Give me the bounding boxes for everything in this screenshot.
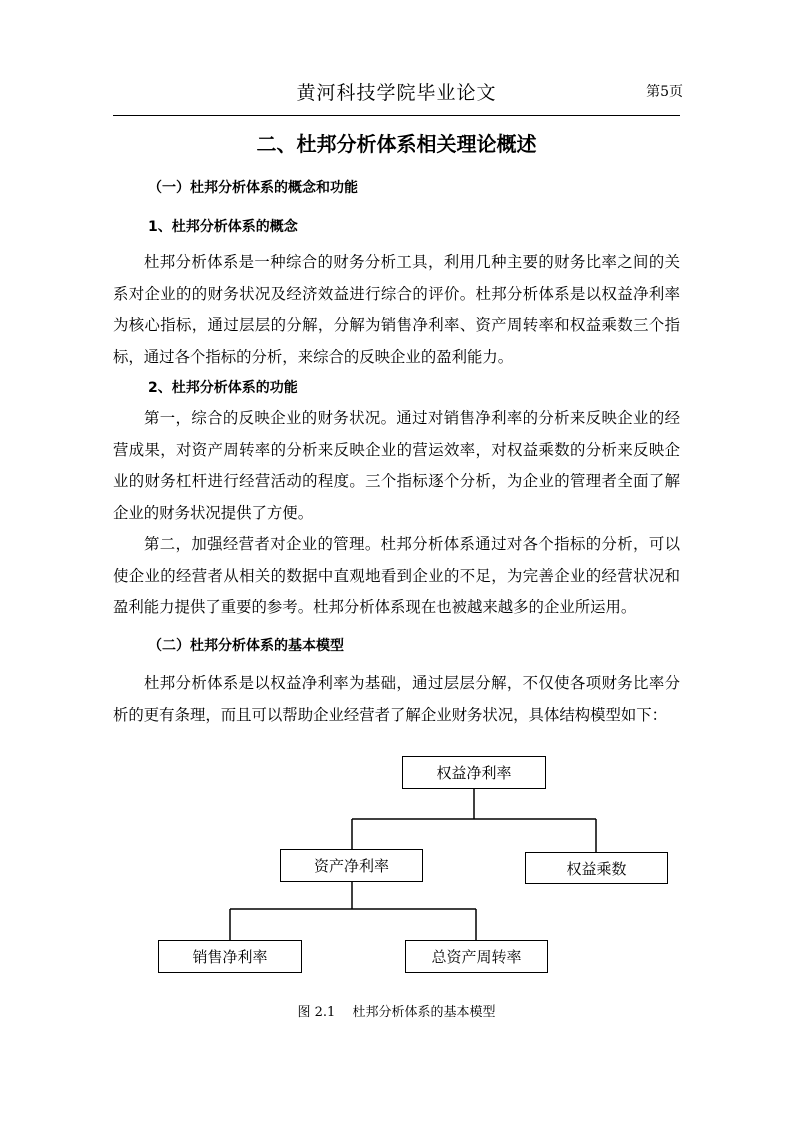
node-total-asset-turnover: 总资产周转率 [405,940,548,973]
chapter-title: 二、杜邦分析体系相关理论概述 [256,132,537,156]
document-header-title: 黄河科技学院毕业论文 [296,82,497,104]
node-return-on-assets: 资产净利率 [280,849,423,882]
header-divider [113,115,680,116]
subsection-heading-function: 2、杜邦分析体系的功能 [148,380,298,396]
section-heading-concept-function: （一）杜邦分析体系的概念和功能 [148,180,358,196]
paragraph-concept: 杜邦分析体系是一种综合的财务分析工具，利用几种主要的财务比率之间的关系对企业的的财务状况及经济效益进行综合的评价。杜邦分析体系是以权益净利率为核心指标，通过层层的分解，分解为销售净利率、资产周转率和权益乘数三个指标，通过各个指标的分析，来综合的反映企业的盈利能力。 [113,253,680,366]
subsection-heading-concept: 1、杜邦分析体系的概念 [148,219,298,235]
paragraph-function-first: 第一，综合的反映企业的财务状况。通过对销售净利率的分析来反映企业的经营成果，对资产周转率的分析来反映企业的营运效率，对权益乘数的分析来反映企业的财务杠杆进行经营活动的程度。三个指标逐个分析，为企业的管理者全面了解企业的财务状况提供了方便。 [113,409,680,522]
paragraph-basic-model: 杜邦分析体系是以权益净利率为基础，通过层层分解，不仅使各项财务比率分析的更有条理，而且可以帮助企业经营者了解企业财务状况，具体结构模型如下： [113,674,680,724]
paragraph-function-second: 第二，加强经营者对企业的管理。杜邦分析体系通过对各个指标的分析，可以使企业的经营者从相关的数据中直观地看到企业的不足，为完善企业的经营状况和盈利能力提供了重要的参考。杜邦分析体系现在也被越来越多的企业所运用。 [113,535,680,616]
node-equity-multiplier: 权益乘数 [525,852,668,884]
node-net-profit-margin: 销售净利率 [158,940,302,973]
node-return-on-equity: 权益净利率 [402,756,546,789]
section-heading-basic-model: （二）杜邦分析体系的基本模型 [148,638,344,654]
figure-caption: 图 2.1 杜邦分析体系的基本模型 [297,1005,496,1020]
page-number: 第5页 [646,84,683,100]
